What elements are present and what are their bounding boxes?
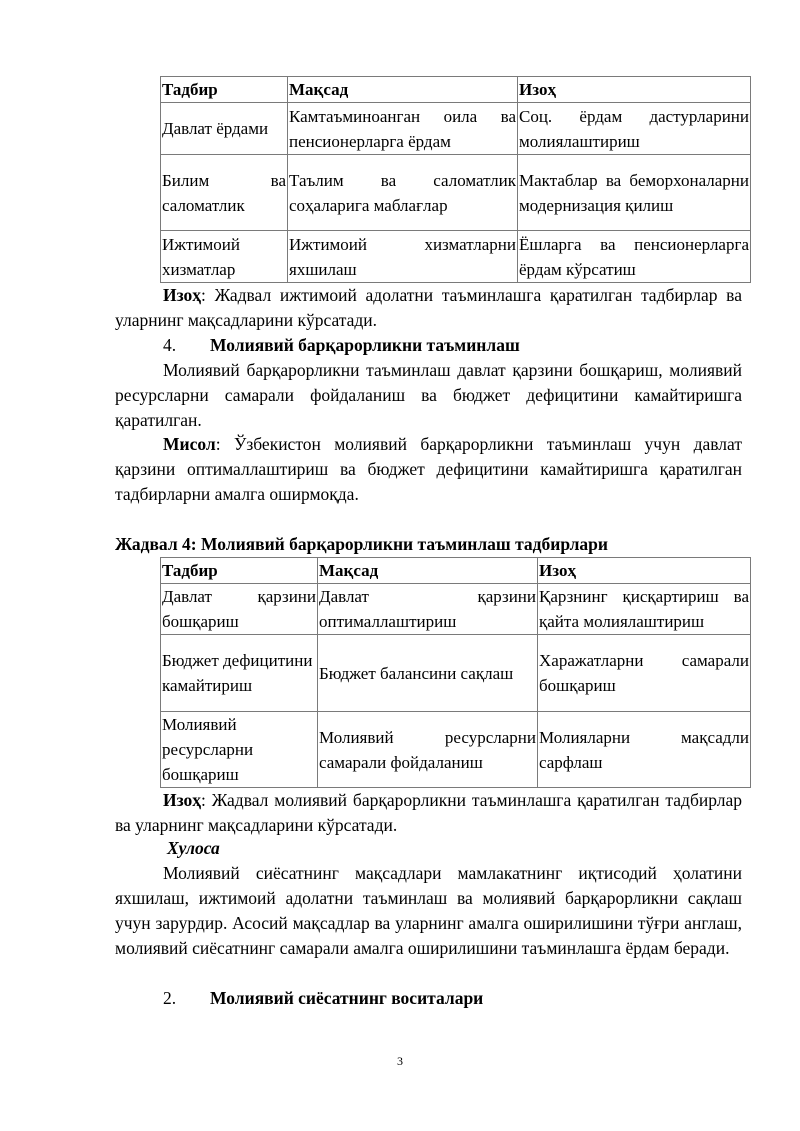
table-cell: Камтаъминоанган оила ва пенсионерларга ёрдам: [288, 103, 518, 155]
table-cell: Бюджет балансини сақлаш: [318, 635, 538, 712]
table-row: [161, 155, 751, 231]
table-note: [115, 283, 742, 333]
table-header-cell: Изоҳ: [518, 77, 751, 103]
table-financial-stability: [160, 557, 751, 788]
table-cell: Давлат ёрдами: [161, 103, 288, 155]
section-number: 4.: [163, 335, 177, 355]
paragraph: Молиявий барқарорликни таъминлаш давлат қарзини бошқариш, молиявий ресурсларни самарали фойдаланиш ва бюджет дефицитини камайтиришга қаратилган.: [115, 360, 742, 430]
table-social-measures: [160, 76, 751, 283]
table-cell: Ёшларга ва пенсионерларга ёрдам кўрсатиш: [518, 231, 751, 283]
note-label: Изоҳ: [163, 285, 202, 305]
page-number: 3: [397, 1054, 403, 1068]
example-label: Мисол: [163, 434, 216, 454]
note-text: : Жадвал молиявий барқарорликни таъминлашга қаратилган тадбирлар ва уларнинг мақсадларини кўрсатади.: [115, 790, 742, 835]
table-row: [161, 584, 751, 635]
section-heading: [163, 333, 520, 358]
table-cell: Молиявий ресурсларни самарали фойдаланиш: [318, 712, 538, 788]
table-cell: Мактаблар ва беморхоналарни модернизация қилиш: [518, 155, 751, 231]
table-cell: Давлат қарзини оптималлаштириш: [318, 584, 538, 635]
table-row: [161, 103, 751, 155]
table-cell: Ижтимоий хизматларни яхшилаш: [288, 231, 518, 283]
example-text: : Ўзбекистон молиявий барқарорликни таъминлаш учун давлат қарзини оптималлаштириш ва бюджет дефицитини камайтиришга қаратилган тадбирларни амалга оширмоқда.: [115, 434, 742, 504]
table-header-cell: Изоҳ: [538, 558, 751, 584]
table-cell: Ижтимоий хизматлар: [161, 231, 288, 283]
note-text: : Жадвал ижтимоий адолатни таъминлашга қаратилган тадбирлар ва уларнинг мақсадларини кўрсатади.: [115, 285, 742, 330]
table-cell: Таълим ва саломатлик соҳаларига маблағлар: [288, 155, 518, 231]
table-header-cell: Мақсад: [288, 77, 518, 103]
section-title: Молиявий барқарорликни таъминлаш: [210, 335, 520, 355]
table-cell: Бюджет дефицитини камайтириш: [161, 635, 318, 712]
table-header-cell: Мақсад: [318, 558, 538, 584]
table-cell: Қарзнинг қисқартириш ва қайта молиялаштириш: [538, 584, 751, 635]
table-caption: Жадвал 4: Молиявий барқарорликни таъминлаш тадбирлари: [115, 534, 608, 554]
example-paragraph: [115, 432, 742, 507]
table-cell: Молиявий ресурсларни бошқариш: [161, 712, 318, 788]
section-title: Молиявий сиёсатнинг воситалари: [210, 988, 484, 1008]
table-row: [161, 231, 751, 283]
note-label: Изоҳ: [163, 790, 202, 810]
table-cell: Давлат қарзини бошқариш: [161, 584, 318, 635]
conclusion-paragraph: Молиявий сиёсатнинг мақсадлари мамлакатнинг иқтисодий ҳолатини яхшилаш, ижтимоий адолатни таъминлаш ва молиявий барқарорликни сақлаш учун зарурдир. Асосий мақсадлар ва уларнинг амалга оширилишини тўғри англаш, молиявий сиёсатнинг самарали амалга оширилишини таъминлашга ёрдам беради.: [115, 863, 742, 958]
table-header-row: [161, 77, 751, 103]
table-cell: Молияларни мақсадли сарфлаш: [538, 712, 751, 788]
section-number: 2.: [163, 988, 177, 1008]
table-row: [161, 635, 751, 712]
section-heading: [163, 986, 483, 1011]
table-row: [161, 712, 751, 788]
table-cell: Соц. ёрдам дастурларини молиялаштириш: [518, 103, 751, 155]
table-header-row: [161, 558, 751, 584]
table-note: [115, 788, 742, 838]
table-cell: Харажатларни самарали бошқариш: [538, 635, 751, 712]
table-header-cell: Тадбир: [161, 77, 288, 103]
table-header-cell: Тадбир: [161, 558, 318, 584]
conclusion-heading: Хулоса: [167, 838, 220, 858]
table-cell: Билим ва саломатлик: [161, 155, 288, 231]
